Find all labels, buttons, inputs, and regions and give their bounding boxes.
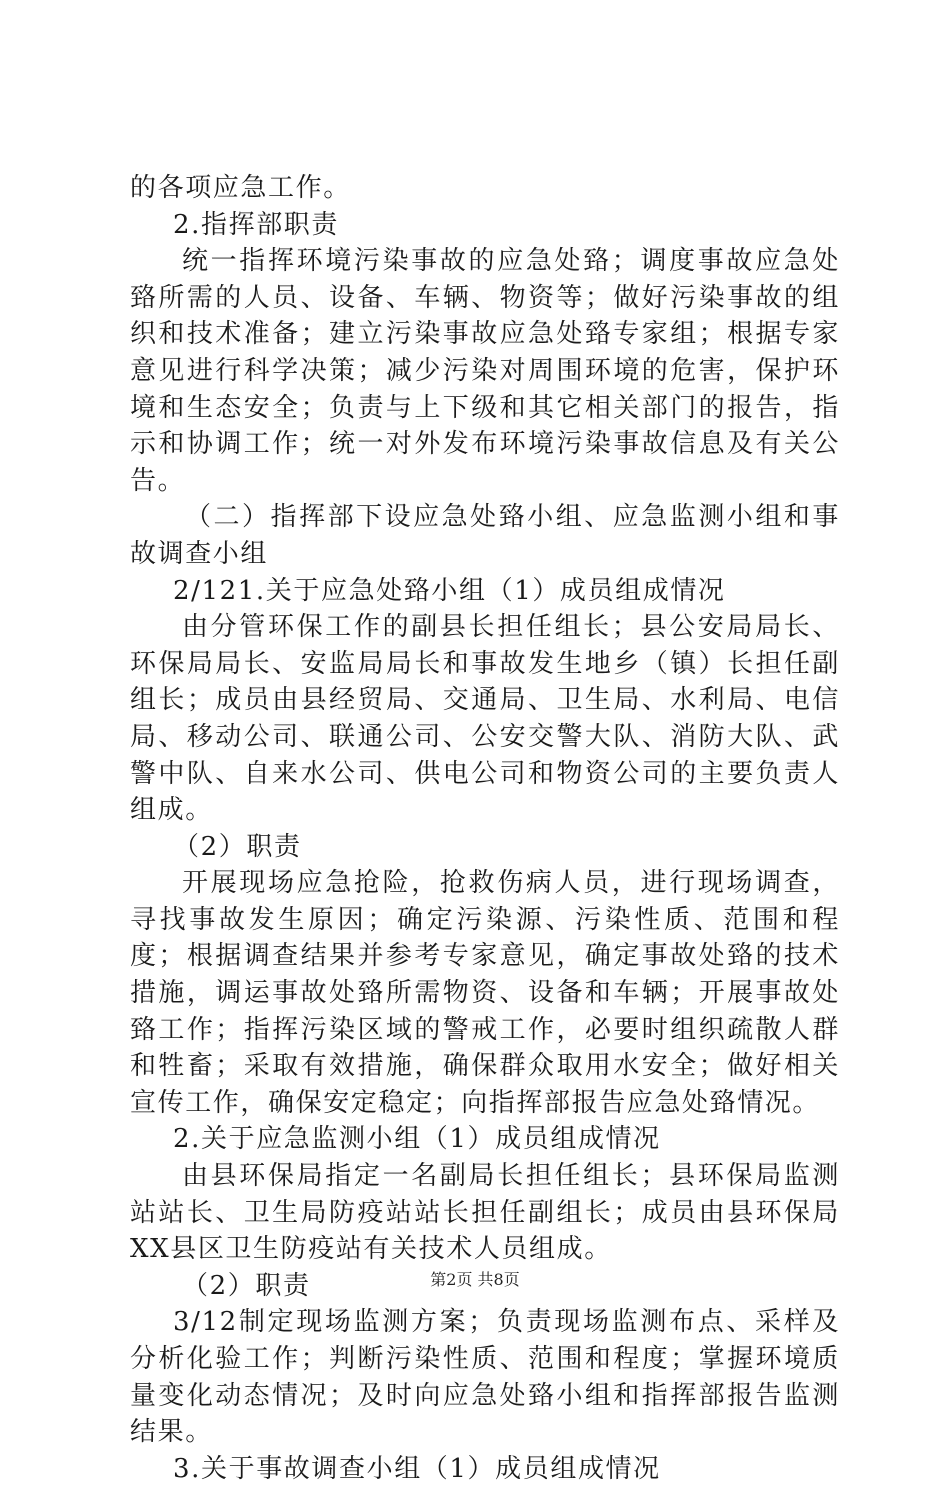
heading-monitoring-group-members: 2.关于应急监测小组（1）成员组成情况 — [173, 1124, 661, 1155]
paragraph-monitoring-group-duties: 3/12制定现场监测方案；负责现场监测布点、采样及分析化验工作；判断污染性质、范围和程度；掌握环境质量变化动态情况；及时向应急处臵小组和指挥部报告监测结果。 — [130, 1307, 840, 1448]
heading-subgroups: （二）指挥部下设应急处臵小组、应急监测小组和事故调查小组 — [130, 502, 840, 569]
paragraph-monitoring-group-members: 由县环保局指定一名副局长担任组长；县环保局监测站站长、卫生局防疫站站长担任副组长；成员由县环保局XX县区卫生防疫站有关技术人员组成。 — [130, 1161, 840, 1265]
page-number-label: 第2页 共8页 — [430, 1270, 520, 1289]
page-footer — [0, 1267, 950, 1290]
heading-command-duties: 2.指挥部职责 — [173, 209, 340, 240]
heading-investigation-group-members: 3.关于事故调查小组（1）成员组成情况 — [173, 1453, 661, 1484]
heading-disposal-group-duties: （2）职责 — [173, 831, 302, 862]
paragraph-command-duties: 统一指挥环境污染事故的应急处臵；调度事故应急处臵所需的人员、设备、车辆、物资等；做好污染事故的组织和技术准备；建立污染事故应急处臵专家组；根据专家意见进行科学决策；减少污染对周围环境的危害，保护环境和生态安全；负责与上下级和其它相关部门的报告，指示和协调工作；统一对外发布环境污染事故信息及有关公告。 — [130, 246, 840, 496]
paragraph-continuation: 的各项应急工作。 — [130, 173, 351, 203]
heading-disposal-group-members: 2/121.关于应急处臵小组（1）成员组成情况 — [173, 575, 726, 606]
paragraph-disposal-group-members: 由分管环保工作的副县长担任组长；县公安局局长、环保局局长、安监局局长和事故发生地乡（镇）长担任副组长；成员由县经贸局、交通局、卫生局、水利局、电信局、移动公司、联通公司、公安交警大队、消防大队、武警中队、自来水公司、供电公司和物资公司的主要负责人组成。 — [130, 612, 840, 826]
paragraph-disposal-group-duties: 开展现场应急抢险，抢救伤病人员，进行现场调查，寻找事故发生原因；确定污染源、污染性质、范围和程度；根据调查结果并参考专家意见，确定事故处臵的技术措施，调运事故处臵所需物资、设备和车辆；开展事故处臵工作；指挥污染区域的警戒工作，必要时组织疏散人群和牲畜；采取有效措施，确保群众取用水安全；做好相关宣传工作，确保安定稳定；向指挥部报告应急处臵情况。 — [130, 868, 840, 1118]
heading-monitoring-group-duties: （2）职责 — [182, 1270, 311, 1301]
